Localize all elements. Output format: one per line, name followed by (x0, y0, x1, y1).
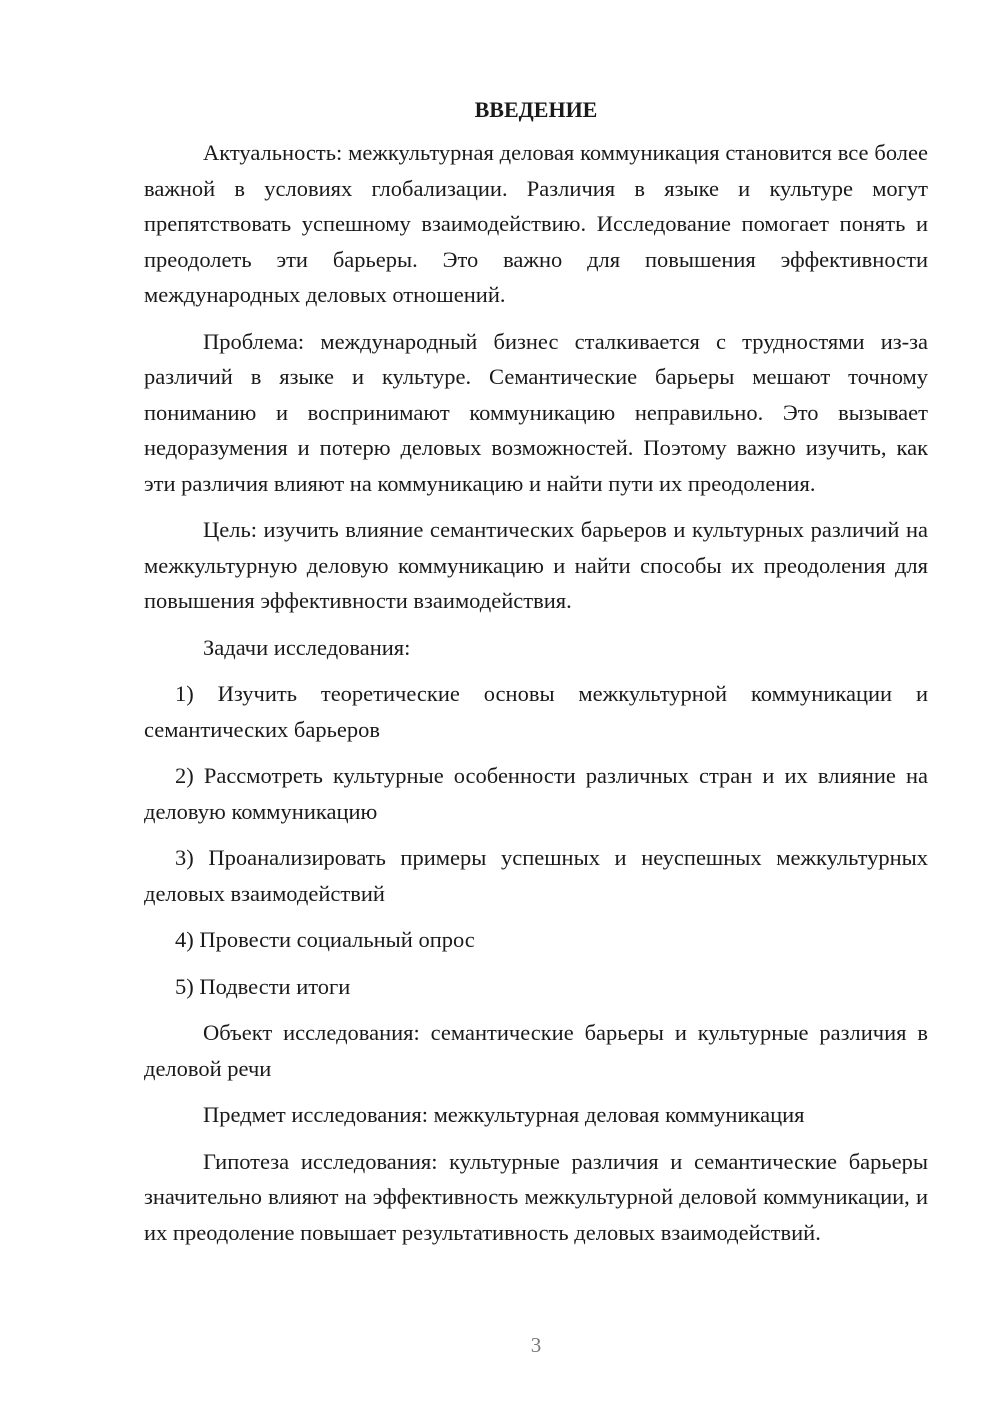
task-item-3: 3) Проанализировать примеры успешных и неуспешных межкультурных деловых взаимодействий (144, 845, 928, 906)
paragraph-hypothesis: Гипотеза исследования: культурные различия и семантические барьеры значительно влияют на эффективность межкультурной деловой коммуникации, и их преодоление повышает результативность деловых взаимодействий. (144, 1148, 928, 1245)
paragraph-subject: Предмет исследования: межкультурная деловая коммуникация (203, 1102, 805, 1127)
page-title: ВВЕДЕНИЕ (474, 97, 598, 122)
paragraph-relevance: Актуальность: межкультурная деловая коммуникация становится все более важной в условиях глобализации. Различия в языке и культуре могут препятствовать успешному взаимодействию. Исследование помогает понять и преодолеть эти барьеры. Это важно для повышения эффективности международных деловых отношений. (144, 140, 928, 307)
paragraph-problem: Проблема: международный бизнес сталкивается с трудностями из-за различий в языке и культуре. Семантические барьеры мешают точному пониманию и воспринимают коммуникацию неправильно. Это вызывает недоразумения и потерю деловых возможностей. Поэтому важно изучить, как эти различия влияют на коммуникацию и найти пути их преодоления. (144, 328, 928, 496)
paragraph-goal: Цель: изучить влияние семантических барьеров и культурных различий на межкультурную деловую коммуникацию и найти способы их преодоления для повышения эффективности взаимодействия. (144, 517, 928, 613)
tasks-heading: Задачи исследования: (203, 634, 411, 660)
task-item-1: 1) Изучить теоретические основы межкультурной коммуникации и семантических барьеров (144, 681, 928, 742)
page-number: 3 (530, 1333, 542, 1357)
paragraph-object: Объект исследования: семантические барьеры и культурные различия в деловой речи (144, 1020, 928, 1081)
task-item-2: 2) Рассмотреть культурные особенности различных стран и их влияние на деловую коммуникацию (144, 763, 928, 824)
task-item-5: 5) Подвести итоги (175, 973, 351, 999)
task-item-4: 4) Провести социальный опрос (175, 927, 475, 952)
document-page (144, 95, 928, 1261)
